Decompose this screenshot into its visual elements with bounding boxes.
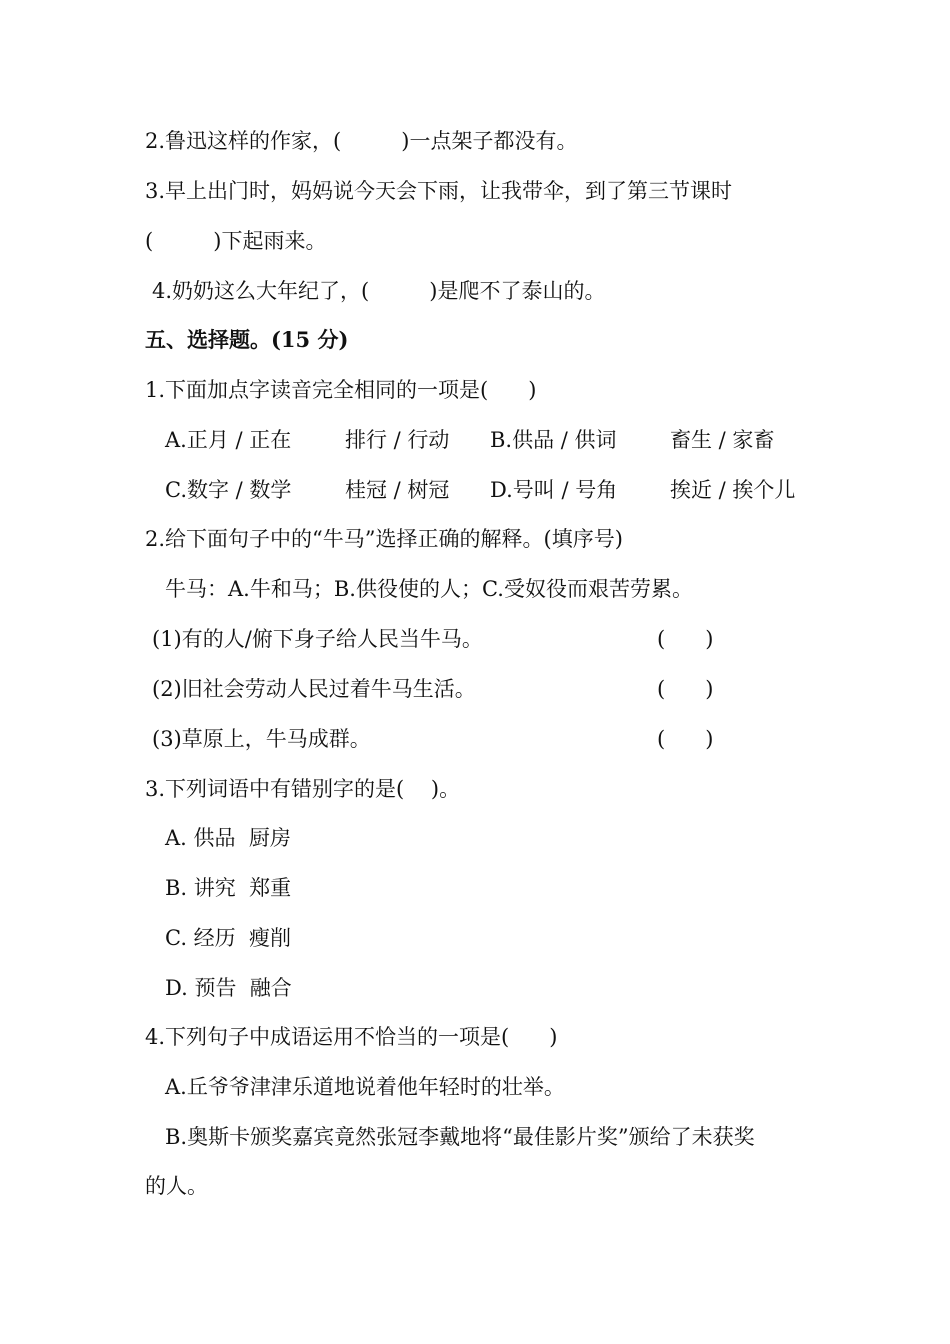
q3-option-b: B. 讲究 郑重 — [165, 876, 292, 900]
part4-q3-line2: ( )下起雨来。 — [145, 229, 327, 253]
q2-item-1: (1)有的人/俯下身子给人民当牛马。 — [152, 627, 483, 651]
q1-option-d-pair: 挨近 / 挨个儿 — [670, 478, 796, 502]
q3-option-c: C. 经历 瘦削 — [165, 926, 292, 950]
q2-item-2: (2)旧社会劳动人民过着牛马生活。 — [152, 677, 476, 701]
q1-option-c-pair: 桂冠 / 树冠 — [345, 478, 450, 502]
part4-q2: 2.鲁迅这样的作家，( )一点架子都没有。 — [145, 129, 578, 153]
q1-option-b: B.供品 / 供词 — [490, 428, 617, 452]
part4-q3-line1: 3.早上出门时，妈妈说今天会下雨，让我带伞，到了第三节课时 — [145, 179, 733, 203]
q1-option-b-pair: 畜生 / 家畜 — [670, 428, 775, 452]
section-title: 五、选择题。(15 分) — [145, 327, 349, 352]
q3-option-d: D. 预告 融合 — [165, 976, 292, 1000]
q1-stem: 1.下面加点字读音完全相同的一项是( ) — [145, 378, 537, 402]
q1-option-c: C.数字 / 数学 — [165, 478, 292, 502]
q1-option-d: D.号叫 / 号角 — [490, 478, 618, 502]
q2-item-1-blank: ( ) — [657, 627, 714, 651]
q4-option-b-line2: 的人。 — [145, 1174, 208, 1198]
part4-q4: 4.奶奶这么大年纪了，( )是爬不了泰山的。 — [152, 279, 606, 303]
q3-stem: 3.下列词语中有错别字的是( )。 — [145, 777, 461, 801]
q4-stem: 4.下列句子中成语运用不恰当的一项是( ) — [145, 1025, 558, 1049]
q1-option-a: A.正月 / 正在 — [165, 428, 292, 452]
q2-definitions: 牛马：A.牛和马；B.供役使的人；C.受奴役而艰苦劳累。 — [165, 577, 693, 601]
q4-option-b-line1: B.奥斯卡颁奖嘉宾竟然张冠李戴地将“最佳影片奖”颁给了未获奖 — [165, 1125, 755, 1149]
q4-option-a: A.丘爷爷津津乐道地说着他年轻时的壮举。 — [165, 1075, 565, 1099]
q2-item-3-blank: ( ) — [657, 727, 714, 751]
q2-item-2-blank: ( ) — [657, 677, 714, 701]
q1-option-a-pair: 排行 / 行动 — [345, 428, 450, 452]
q2-item-3: (3)草原上，牛马成群。 — [152, 727, 371, 751]
q2-stem: 2.给下面句子中的“牛马”选择正确的解释。(填序号) — [145, 527, 623, 551]
q3-option-a: A. 供品 厨房 — [165, 826, 291, 850]
